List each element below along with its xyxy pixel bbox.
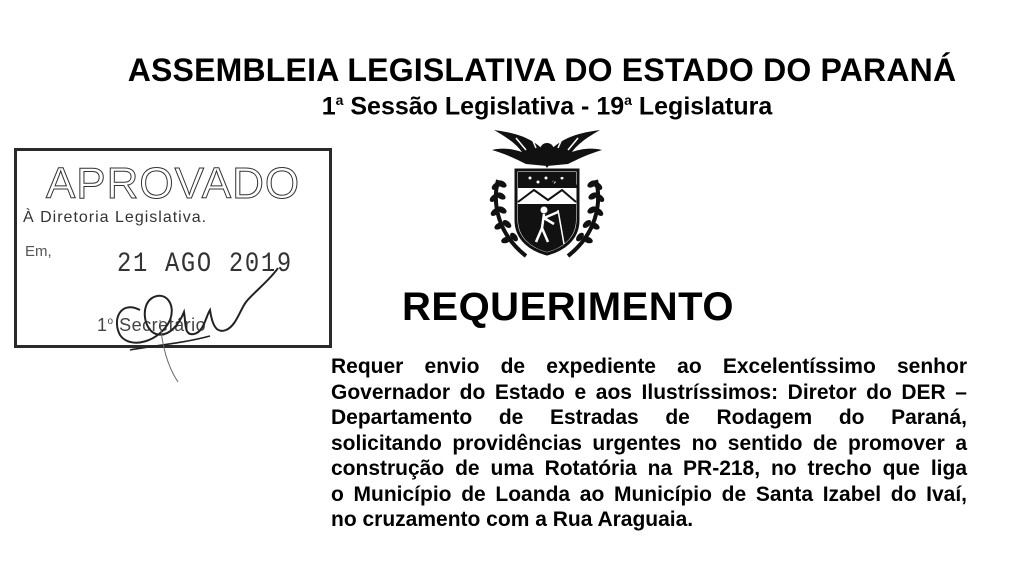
body-line: no cruzamento com a Rua Araguaia. xyxy=(331,508,694,531)
body-line: Requer envio de expediente ao Excelentíssimo senhor xyxy=(331,355,967,378)
stamp-role: 1$^o$ Secretário xyxy=(97,315,207,335)
stamp-destination: À Diretoria Legislativa. xyxy=(23,209,208,226)
document-body xyxy=(331,354,967,533)
stamp-status: APROVADO xyxy=(45,159,301,208)
stamp-date: 21 AGO 2019 xyxy=(117,249,293,280)
body-line: o Município de Loanda ao Município de Santa Izabel do Ivaí, xyxy=(331,482,967,506)
body-line: solicitando providências urgentes no sentido de promover a xyxy=(331,431,967,455)
assembly-title: ASSEMBLEIA LEGISLATIVA DO ESTADO DO PARANÁ xyxy=(127,52,957,88)
parana-coat-of-arms-icon xyxy=(486,124,608,266)
body-line: Governador do Estado e aos Ilustríssimos: Diretor do DER – xyxy=(331,380,967,404)
body-line: Departamento de Estradas de Rodagem do Paraná, xyxy=(331,406,967,429)
handwritten-signature xyxy=(100,250,290,385)
session-subtitle: 1$^a$ Sessão Legislativa - 19$^a$ Legislatura xyxy=(321,92,773,121)
stamp-em-label: Em, xyxy=(25,243,52,260)
body-line: construção de uma Rotatória na PR-218, no trecho que liga xyxy=(331,457,967,480)
document-type: REQUERIMENTO xyxy=(402,285,734,329)
